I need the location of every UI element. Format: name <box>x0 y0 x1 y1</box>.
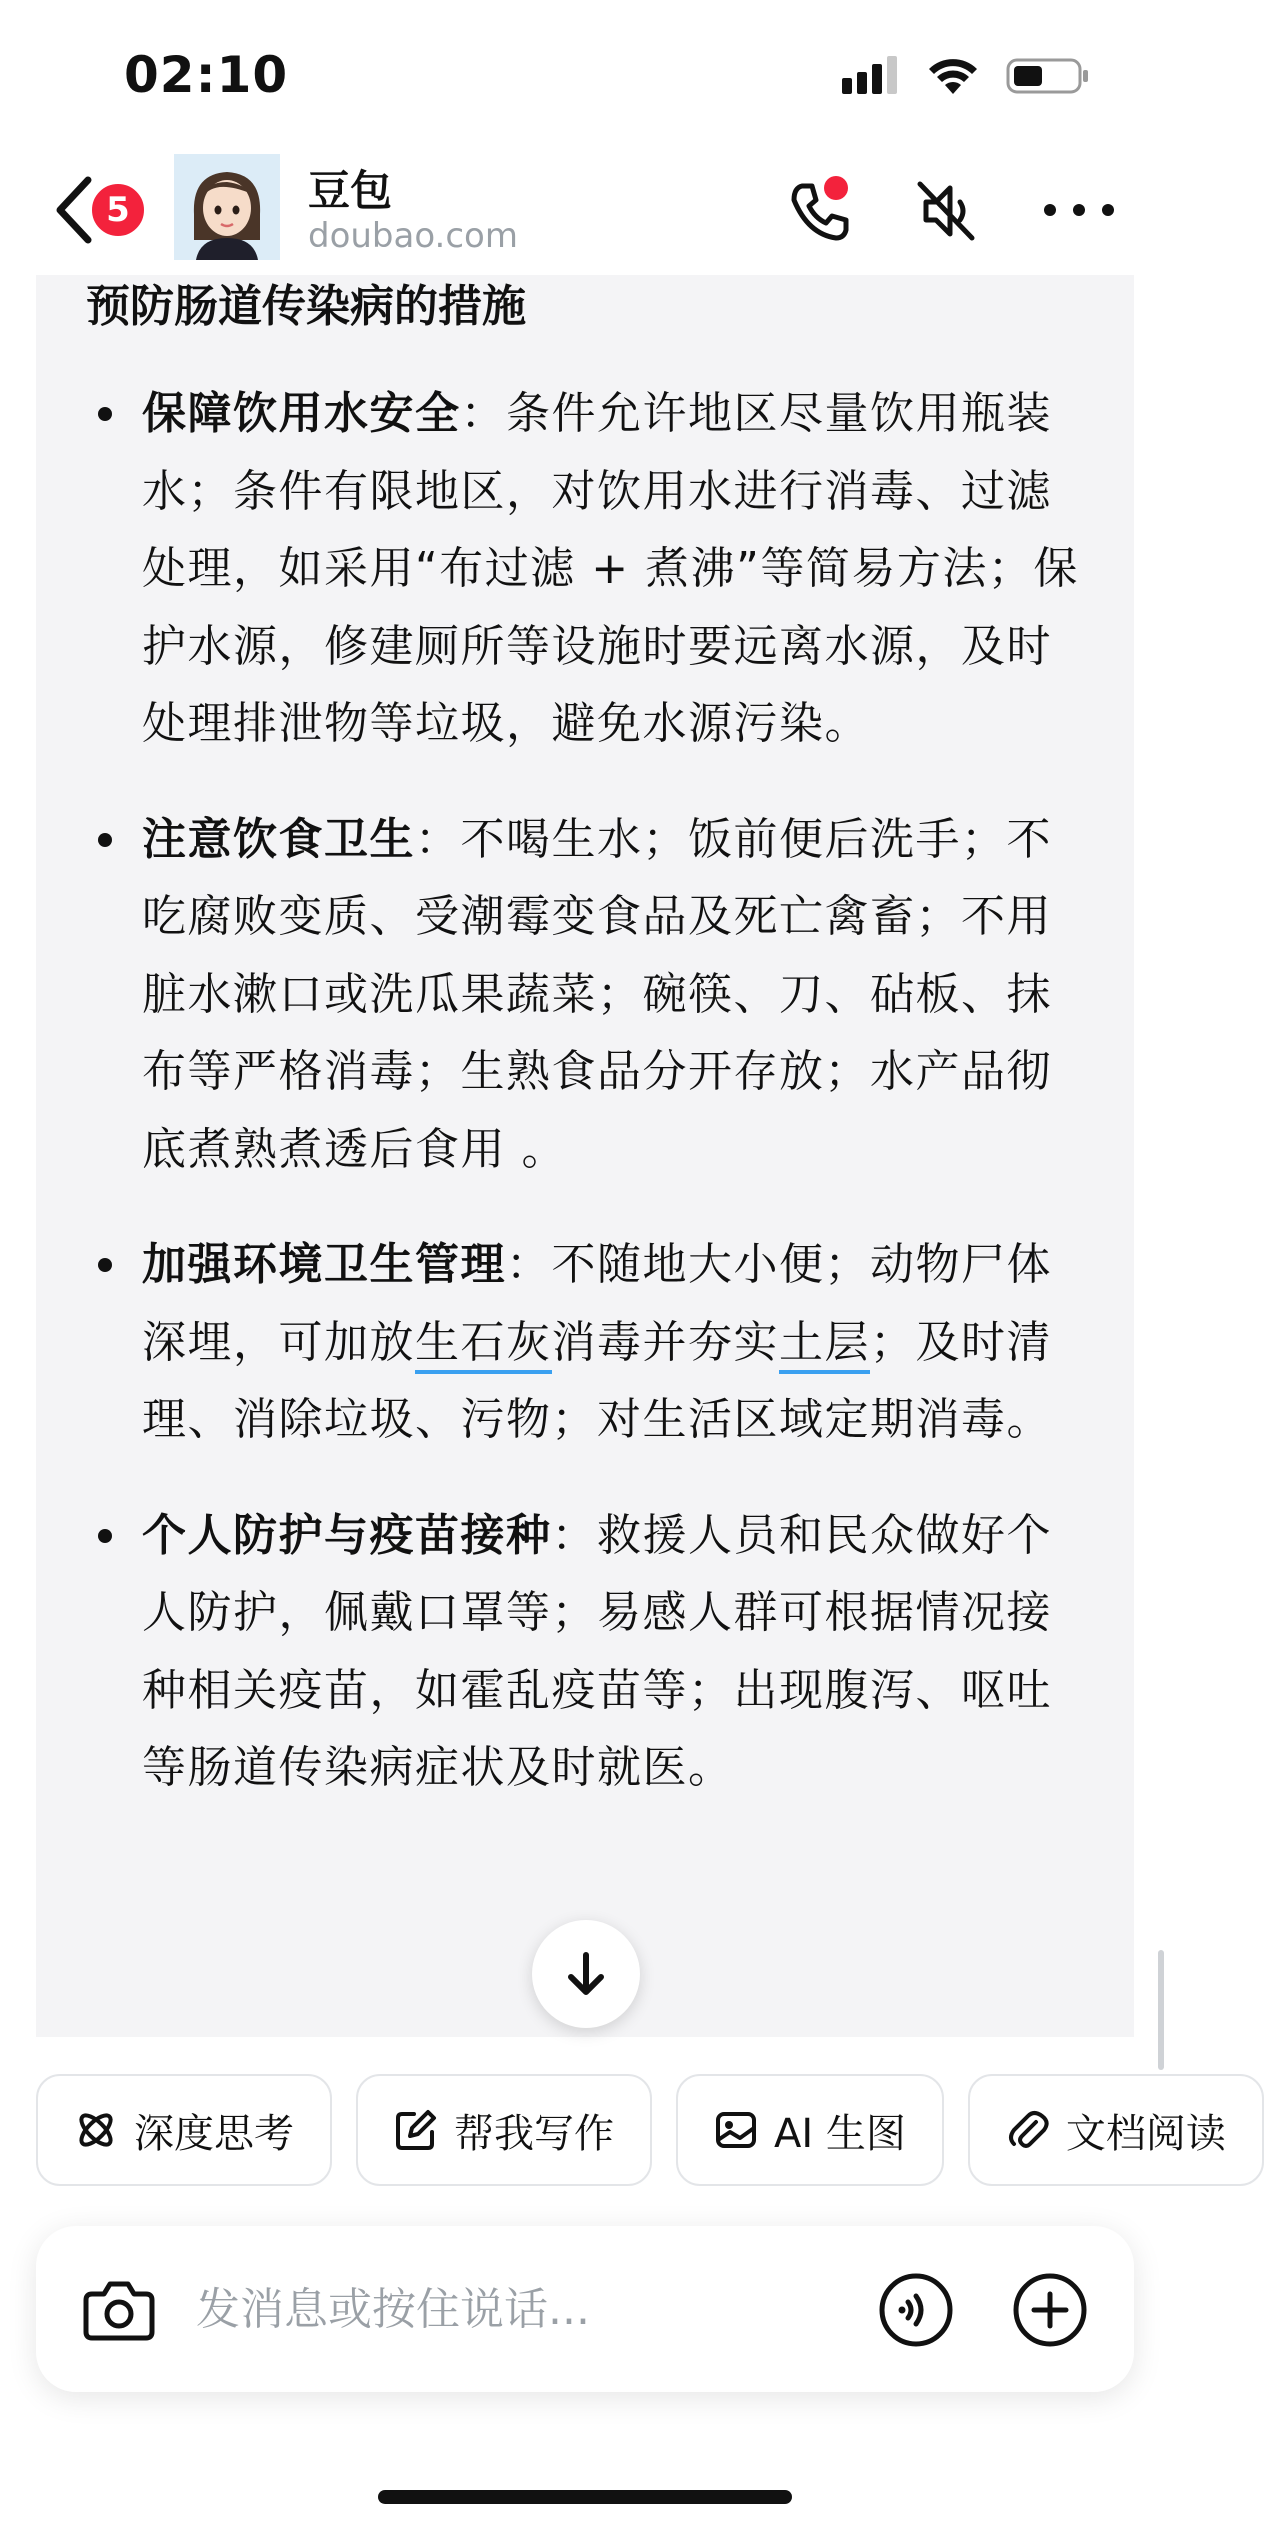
atom-icon <box>74 2108 118 2152</box>
home-indicator[interactable] <box>378 2490 792 2504</box>
list-item <box>36 1226 1134 1459</box>
list-item <box>36 1497 1134 1807</box>
camera-button[interactable] <box>82 2274 156 2344</box>
camera-icon <box>82 2274 156 2344</box>
more-options-button[interactable] <box>1044 198 1114 222</box>
item-text: ：救援人员和民众做好个人防护，佩戴口罩等；易感人群可根据情况接种相关疫苗，如霍乱疫苗等；出现腹泻、呕吐等肠道传染病症状及时就医。 <box>142 1509 1052 1793</box>
bullet-icon <box>98 1529 112 1543</box>
list-item <box>36 801 1134 1189</box>
item-heading: 保障饮用水安全 <box>142 388 461 439</box>
edit-icon <box>394 2108 438 2152</box>
bullet-icon <box>98 833 112 847</box>
ai-image-chip[interactable] <box>676 2074 944 2186</box>
item-text: ：不喝生水；饭前便后洗手；不吃腐败变质、受潮霉变食品及死亡禽畜；不用脏水漱口或洗瓜果蔬菜；碗筷、刀、砧板、抹布等严格消毒；生熟食品分开存放；水产品彻底煮熟煮透后食用 。 <box>142 813 1052 1175</box>
more-dot-icon <box>1044 204 1056 216</box>
status-time: 02:10 <box>124 46 289 104</box>
chip-label: AI 生图 <box>774 2110 906 2157</box>
status-bar <box>0 0 1170 140</box>
call-notification-dot <box>824 176 848 200</box>
chip-label: 帮我写作 <box>454 2110 614 2157</box>
list-item <box>36 375 1134 763</box>
speaker-muted-icon <box>912 176 980 246</box>
item-heading: 加强环境卫生管理 <box>142 1239 506 1290</box>
bot-name: 豆包 <box>308 166 393 215</box>
shortcut-chips <box>36 2074 1264 2186</box>
chip-label: 文档阅读 <box>1065 2110 1226 2157</box>
paperclip-icon <box>1006 2108 1050 2152</box>
chat-header <box>0 140 1170 275</box>
scrollbar[interactable] <box>1158 1950 1164 2070</box>
term-link[interactable]: 生石灰 <box>415 1317 552 1374</box>
item-text: ：不随地大小便；动物尸体深埋，可加放 <box>142 1239 1052 1368</box>
writing-assist-chip[interactable] <box>356 2074 652 2186</box>
bullet-icon <box>98 1258 112 1272</box>
arrow-down-icon <box>563 1949 609 1999</box>
battery-icon <box>1006 56 1090 96</box>
item-heading: 注意饮食卫生 <box>142 813 415 865</box>
item-text: ；及时清理、消除垃圾、污物；对生活区域定期消毒。 <box>142 1316 1052 1445</box>
message-input[interactable] <box>196 2266 876 2352</box>
bot-avatar-icon <box>174 154 280 260</box>
plus-circle-icon <box>1012 2272 1088 2348</box>
voice-input-button[interactable] <box>878 2272 954 2348</box>
assistant-message <box>36 275 1134 2037</box>
message-input-bar <box>36 2226 1134 2392</box>
unread-badge: 5 <box>88 180 148 240</box>
item-text: ：条件允许地区尽量饮用瓶装水；条件有限地区，对饮用水进行消毒、过滤处理，如采用“布过滤 + 煮沸”等简易方法；保护水源，修建厕所等设施时要远离水源，及时处理排泄物等垃圾，避免水源污染。 <box>142 388 1079 749</box>
message-heading: 预防肠道传染病的措施 <box>86 281 526 332</box>
document-reading-chip[interactable] <box>968 2074 1264 2186</box>
bullet-list <box>36 375 1134 1845</box>
chip-label: 深度思考 <box>134 2110 294 2157</box>
wifi-icon <box>926 56 980 96</box>
item-heading: 个人防护与疫苗接种 <box>142 1509 552 1561</box>
term-link[interactable]: 土层 <box>779 1317 870 1374</box>
item-text: 消毒并夯实 <box>551 1316 779 1368</box>
add-attachment-button[interactable] <box>1012 2272 1088 2348</box>
deep-thinking-chip[interactable] <box>36 2074 332 2186</box>
more-dot-icon <box>1073 204 1085 216</box>
more-dot-icon <box>1102 204 1114 216</box>
mute-speaker-button[interactable] <box>912 176 980 246</box>
voice-wave-icon <box>878 2272 954 2348</box>
image-icon <box>714 2108 758 2152</box>
scroll-to-bottom-button[interactable] <box>532 1920 640 2028</box>
cellular-signal-icon <box>842 56 900 96</box>
bullet-icon <box>98 407 112 421</box>
avatar[interactable] <box>174 154 280 260</box>
bot-domain: doubao.com <box>308 216 518 256</box>
